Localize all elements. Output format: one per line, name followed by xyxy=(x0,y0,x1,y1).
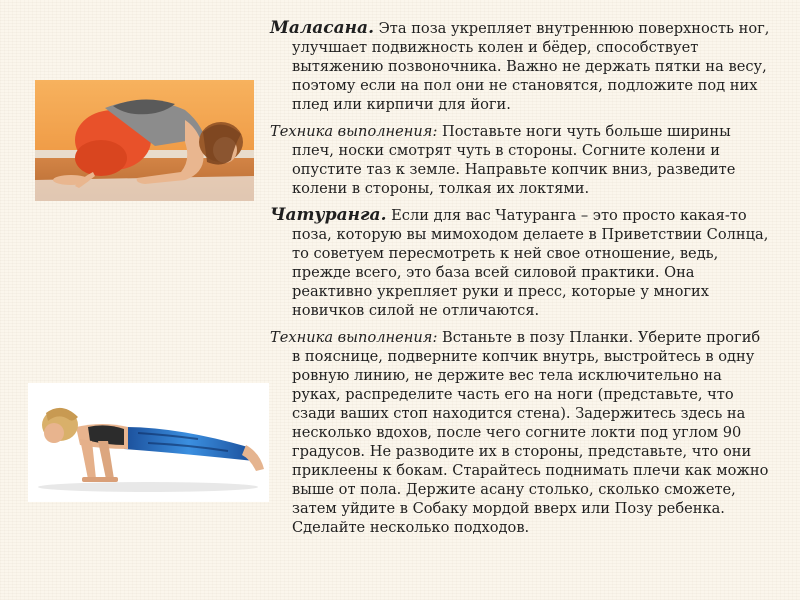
malasana-technique-paragraph xyxy=(270,122,772,198)
chaturanga-technique-text: Встаньте в позу Планки. Уберите прогиб в пояснице, подверните копчик внутрь, выстройтесь в одну ровную линию, не держите вес тела исключительно на руках, распределите часть его на ноги (представьте, что сзади ваших стоп находится стена). Задержитесь здесь на несколько вдохов, после чего согните локти под углом 90 градусов. Не разводите их в стороны, представьте, что они приклеены к бокам. Старайтесь поднимать плечи как можно выше от пола. Держите асану столько, сколько сможете, затем уйдите в Собаку мордой вверх или Позу ребенка. Сделайте несколько подходов. xyxy=(292,329,769,536)
malasana-paragraph xyxy=(270,19,772,114)
malasana-description: Эта поза укрепляет внутреннюю поверхность ног, улучшает подвижность колен и бёдер, способствует вытяжению позвоночника. Важно не держать пятки на весу, поэтому если на пол они не становятся, подложите под них плед или кирпичи для йоги. xyxy=(292,20,770,113)
malasana-technique-text: Поставьте ноги чуть больше ширины плеч, носки смотрят чуть в стороны. Согните колени и опустите таз к земле. Направьте копчик вниз, разведите колени в стороны, толкая их локтями. xyxy=(292,123,736,197)
chaturanga-heading: Чатуранга. xyxy=(270,205,387,225)
malasana-photo xyxy=(35,80,254,201)
chaturanga-description: Если для вас Чатуранга – это просто какая-то поза, которую вы мимоходом делаете в Приветствии Солнца, то советуем пересмотреть к ней свое отношение, ведь, прежде всего, это база всей силовой практики. Она реактивно укрепляет руки и пресс, которые у многих новичков силой не отличаются. xyxy=(292,207,769,319)
chaturanga-technique-label: Техника выполнения: xyxy=(270,329,438,346)
chaturanga-technique-paragraph xyxy=(270,328,772,537)
chaturanga-photo xyxy=(28,383,269,502)
malasana-heading: Маласана. xyxy=(270,18,374,38)
chaturanga-paragraph xyxy=(270,206,772,320)
text-column xyxy=(270,19,772,545)
malasana-technique-label: Техника выполнения: xyxy=(270,123,438,140)
